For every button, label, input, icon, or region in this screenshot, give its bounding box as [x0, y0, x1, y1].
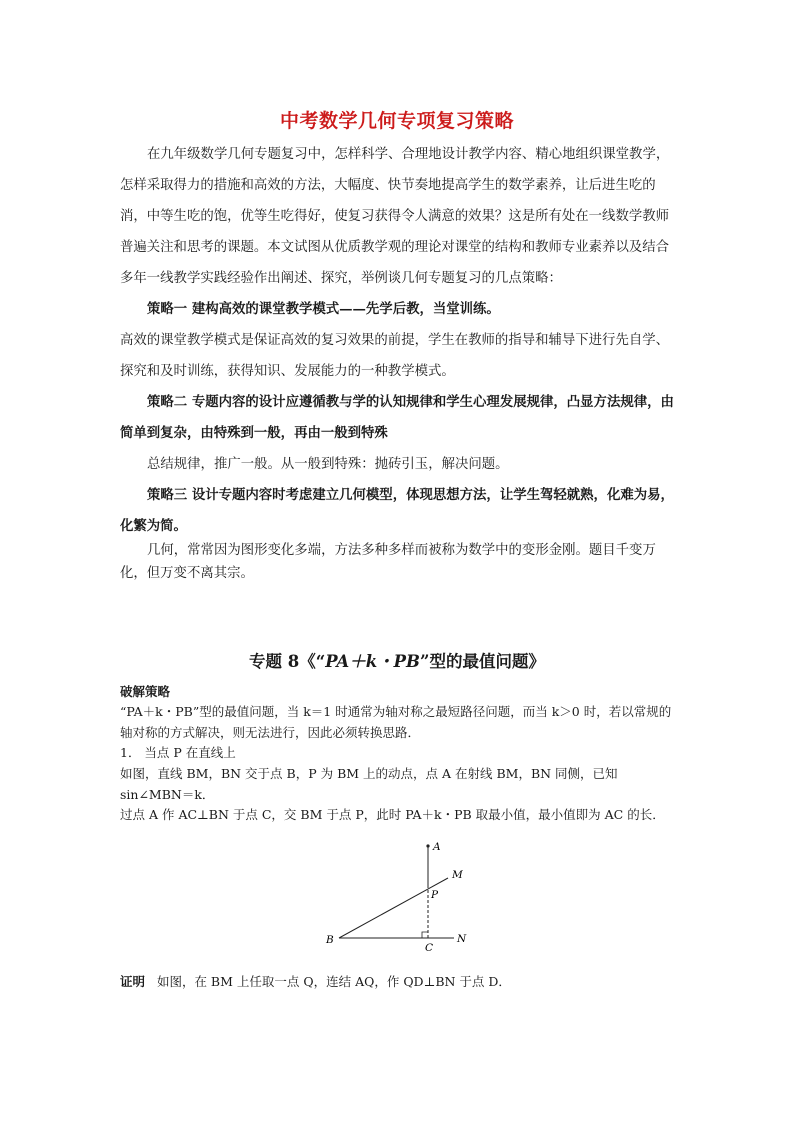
- strategy2-body: 总结规律，推广一般。从一般到特殊：抛砖引玉，解决问题。: [147, 457, 509, 472]
- strategy2-heading: 策略二 专题内容的设计应遵循教与学的认知规律和学生心理发展规律，凸显方法规律，由简单到复杂，由特殊到一般，再由一般到特殊: [120, 394, 674, 441]
- breakdown-text: “PA＋k・PB”型的最值问题，当 k＝1 时通常为轴对称之最短路径问题，而当 k＞0 时，若以常规的轴对称的方式解决，则无法进行，因此必须转换思路．: [120, 704, 672, 740]
- geometry-figure: [300, 830, 500, 960]
- breakdown-label: 破解策略: [120, 684, 171, 699]
- strategy3-body: 几何，常常因为图形变化多端，方法多种多样而被称为数学中的变形金刚。题目千变万化，但万变不离其宗。: [120, 543, 656, 581]
- strategy1-heading: 策略一 建构高效的课堂教学模式——先学后教，当堂训练。: [147, 301, 500, 317]
- line-bm: [339, 878, 448, 938]
- document-title: 中考数学几何专项复习策略: [279, 110, 514, 132]
- topic-formula: PA＋k・PB: [325, 652, 420, 671]
- topic-suffix: ”型的最值问题》: [420, 652, 545, 671]
- case1-title: 1． 当点 P 在直线上: [120, 745, 236, 760]
- strategy1-body: 高效的课堂教学模式是保证高效的复习效果的前提，学生在教师的指导和辅导下进行先自学、探究和及时训练，获得知识、发展能力的一种教学模式。: [120, 333, 670, 379]
- strategy3-heading: 策略三 设计专题内容时考虑建立几何模型，体现思想方法，让学生驾轻就熟，化难为易，化繁为简。: [120, 487, 674, 534]
- intro-paragraph: 在九年级数学几何专题复习中，怎样科学、合理地设计教学内容、精心地组织课堂教学，怎样采取得力的措施和高效的方法，大幅度、快节奏地提高学生的数学素养，让后进生吃的消，中等生吃的饱，优等生吃得好，使复习获得令人满意的效果？这是所有处在一线数学教师普遍关注和思考的课题。本文试图从优质教学观的理论对课堂的结构和教师专业素养以及结合多年一线教学实践经验作出阐述、探究，举例谈几何专题复习的几点策略：: [120, 147, 670, 286]
- label-p: P: [431, 889, 439, 901]
- proof-line: [120, 972, 680, 993]
- topic-prefix: 专题 8《“: [248, 652, 326, 671]
- proof-text: 如图，在 BM 上任取一点 Q，连结 AQ，作 QD⊥BN 于点 D．: [156, 974, 511, 989]
- case1-text: 如图，直线 BM，BN 交于点 B，P 为 BM 上的动点，点 A 在射线 BM，BN 同侧，已知 sin∠MBN＝k．: [120, 766, 618, 802]
- label-m: M: [452, 869, 463, 881]
- point-a-dot: [426, 844, 429, 847]
- topic-heading: [0, 648, 794, 672]
- label-c: C: [425, 942, 434, 954]
- label-n: N: [457, 933, 467, 945]
- right-angle-mark: [422, 932, 428, 938]
- label-a: A: [433, 841, 441, 853]
- case1-text-2: 过点 A 作 AC⊥BN 于点 C，交 BM 于点 P，此时 PA＋k・PB 取最小值，最小值即为 AC 的长．: [120, 807, 665, 822]
- proof-label: 证明: [120, 974, 146, 989]
- label-b: B: [326, 934, 334, 946]
